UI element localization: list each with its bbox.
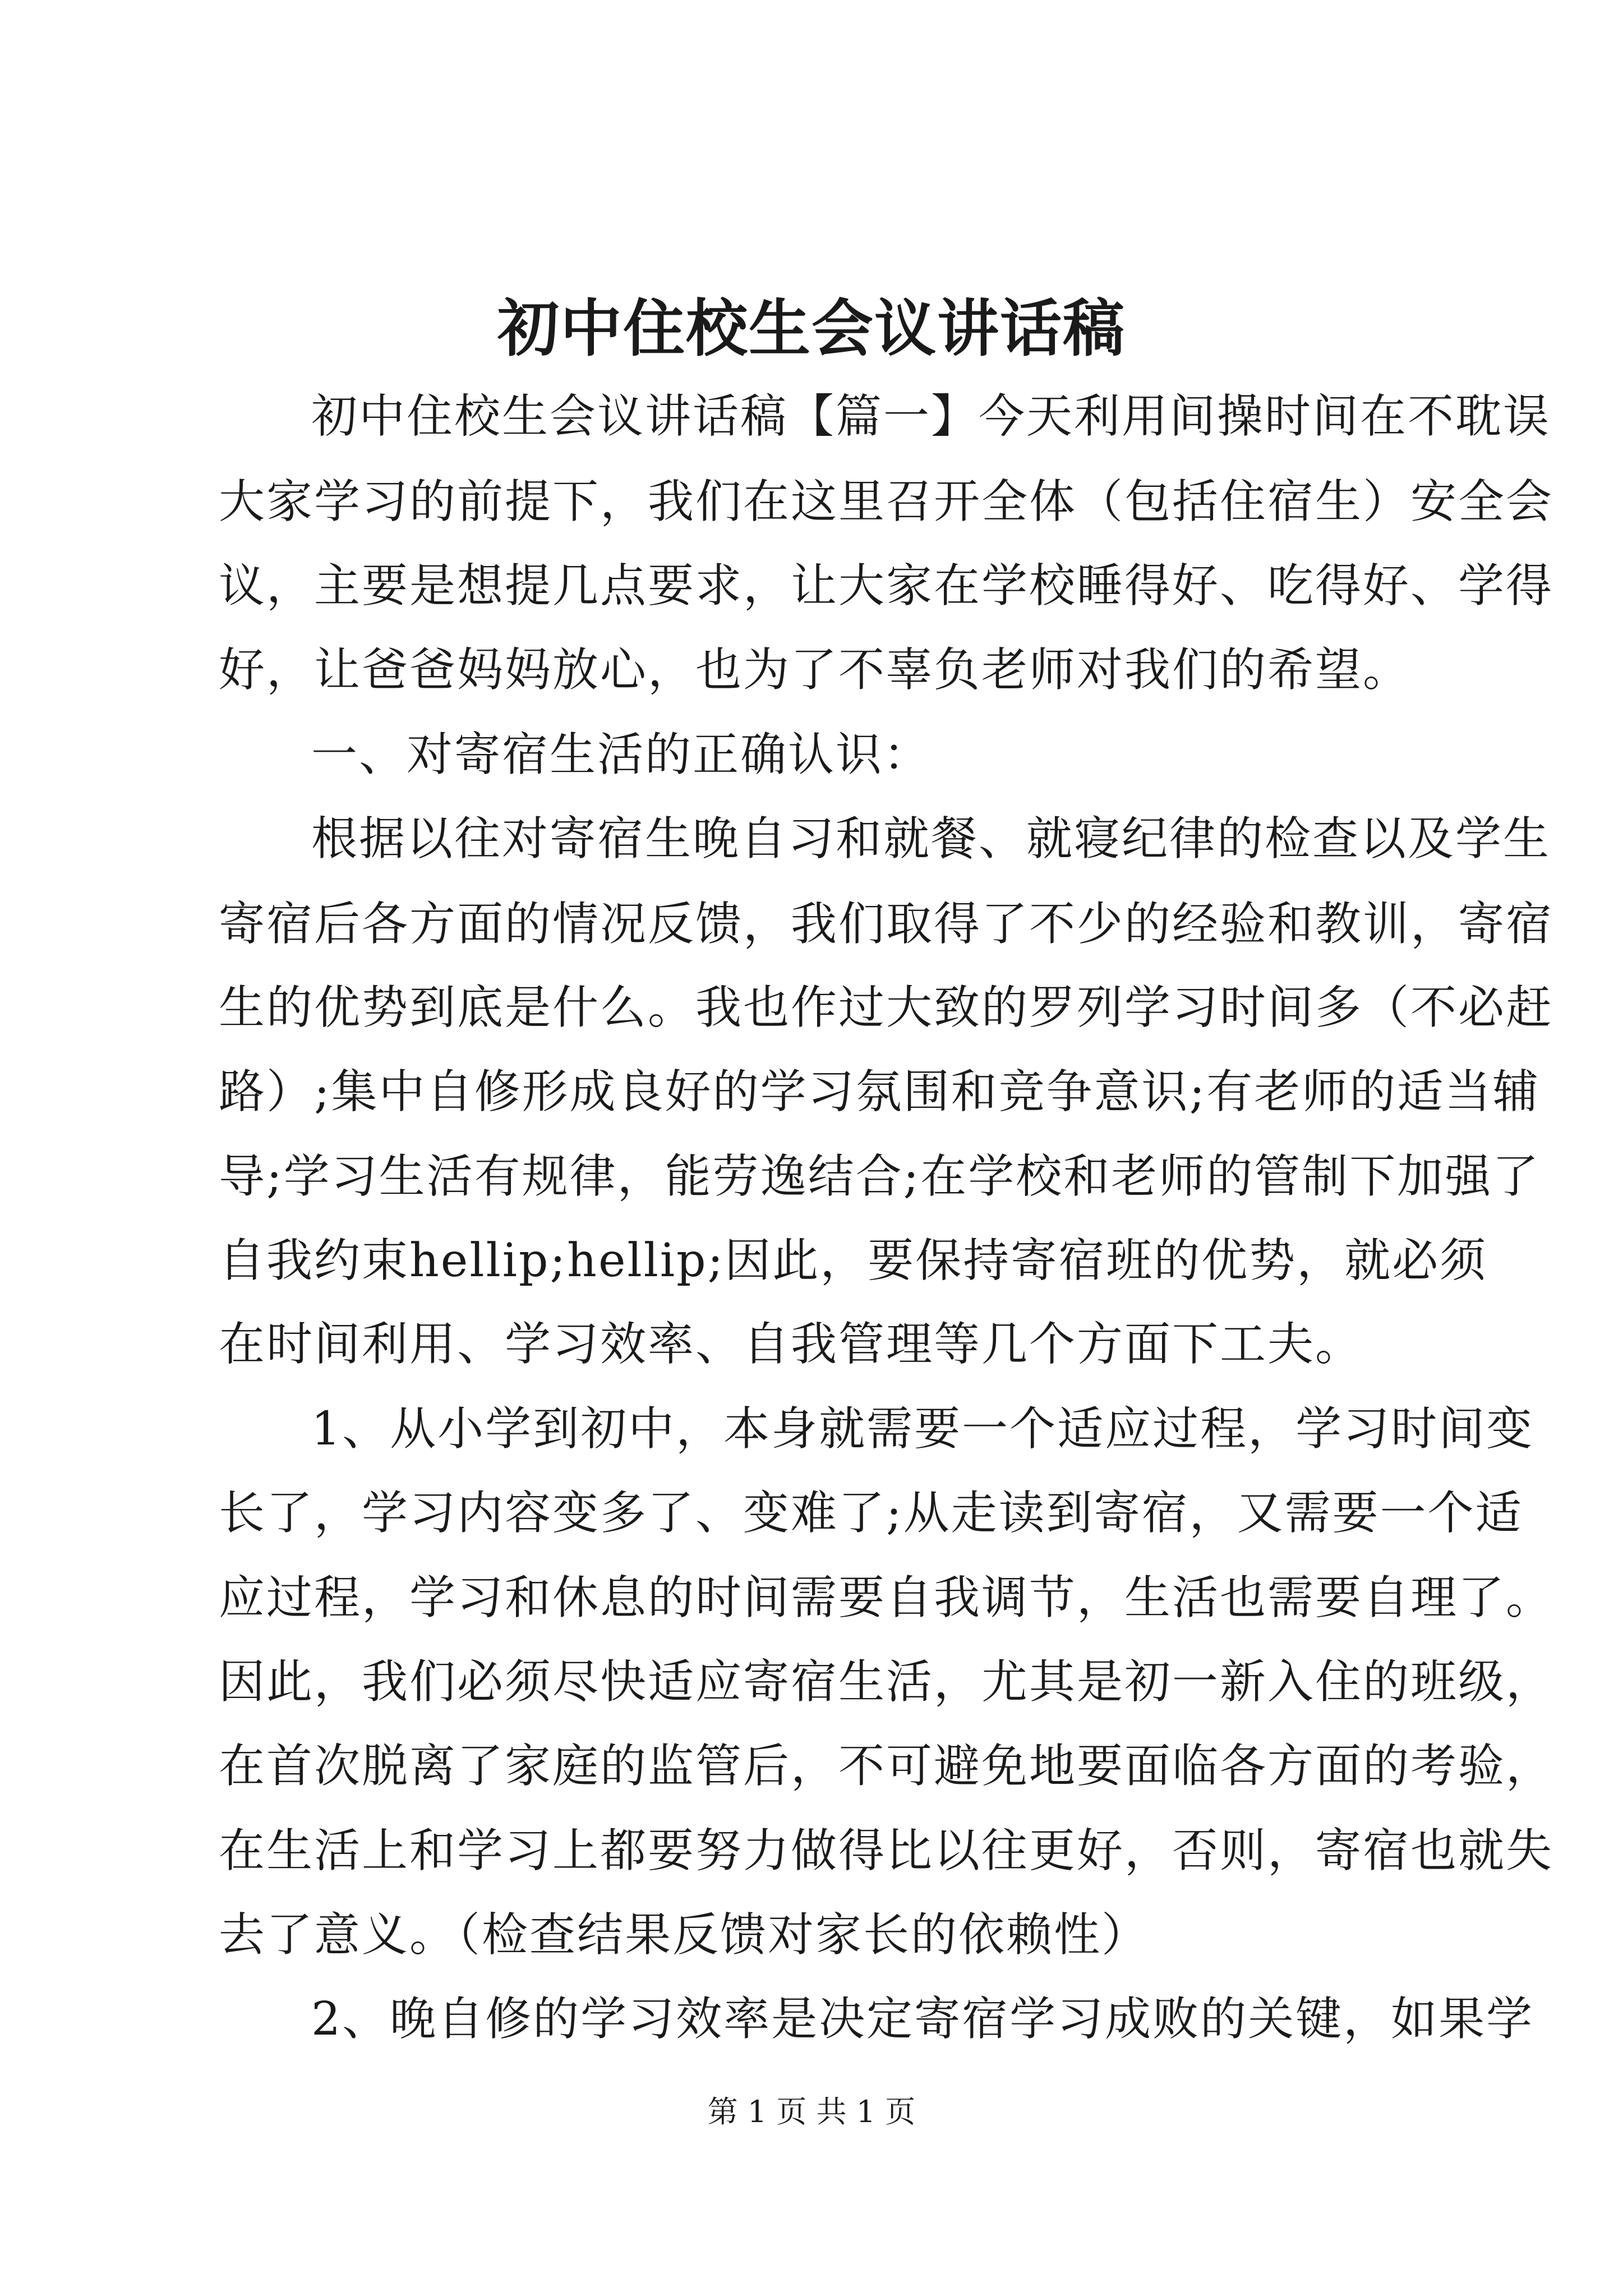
paragraph-1-line-2: 大家学习的前提下，我们在这里召开全体（包括住宿生）安全会	[219, 475, 1554, 528]
paragraph-4-line-3: 应过程，学习和休息的时间需要自我调节，生活也需要自理了。	[219, 1571, 1554, 1625]
paragraph-1-line-1: 初中住校生会议讲话稿【篇一】今天利用间操时间在不耽误	[311, 390, 1551, 443]
document-title: 初中住校生会议讲话稿	[497, 292, 1126, 365]
paragraph-3-line-4: 路）;集中自修形成良好的学习氛围和竞争意识;有老师的适当辅	[219, 1065, 1541, 1119]
paragraph-4-line-2: 长了，学习内容变多了、变难了;从走读到寄宿，又需要一个适	[219, 1487, 1523, 1540]
paragraph-4-line-6: 在生活上和学习上都要努力做得比以往更好，否则，寄宿也就失	[219, 1824, 1554, 1878]
paragraph-5-line-1: 2、晚自修的学习效率是决定寄宿学习成败的关键，如果学	[311, 1993, 1534, 2046]
section-heading: 一、对寄宿生活的正确认识：	[311, 728, 932, 781]
paragraph-3-line-6: 自我约束hellip;hellip;因此，要保持寄宿班的优势，就必须	[219, 1234, 1488, 1287]
paragraph-4-line-5: 在首次脱离了家庭的监管后，不可避免地要面临各方面的考验，	[219, 1740, 1554, 1793]
paragraph-3-line-7: 在时间利用、学习效率、自我管理等几个方面下工夫。	[219, 1318, 1363, 1371]
paragraph-1-line-3: 议，主要是想提几点要求，让大家在学校睡得好、吃得好、学得	[219, 559, 1554, 613]
paragraph-3-line-1: 根据以往对寄宿生晚自习和就餐、就寝纪律的检查以及学生	[311, 812, 1551, 866]
page-number-footer: 第 1 页 共 1 页	[707, 2094, 916, 2129]
paragraph-3-line-5: 导;学习生活有规律，能劳逸结合;在学校和老师的管制下加强了	[219, 1150, 1541, 1203]
paragraph-4-line-7: 去了意义。（检查结果反馈对家长的依赖性）	[219, 1908, 1150, 1962]
paragraph-4-line-4: 因此，我们必须尽快适应寄宿生活，尤其是初一新入住的班级，	[219, 1655, 1554, 1709]
paragraph-1-line-4: 好，让爸爸妈妈放心，也为了不辜负老师对我们的希望。	[219, 643, 1411, 697]
paragraph-3-line-3: 生的优势到底是什么。我也作过大致的罗列学习时间多（不必赶	[219, 981, 1554, 1034]
paragraph-3-line-2: 寄宿后各方面的情况反馈，我们取得了不少的经验和教训，寄宿	[219, 898, 1554, 951]
paragraph-4-line-1: 1、从小学到初中，本身就需要一个适应过程，学习时间变	[311, 1402, 1534, 1456]
